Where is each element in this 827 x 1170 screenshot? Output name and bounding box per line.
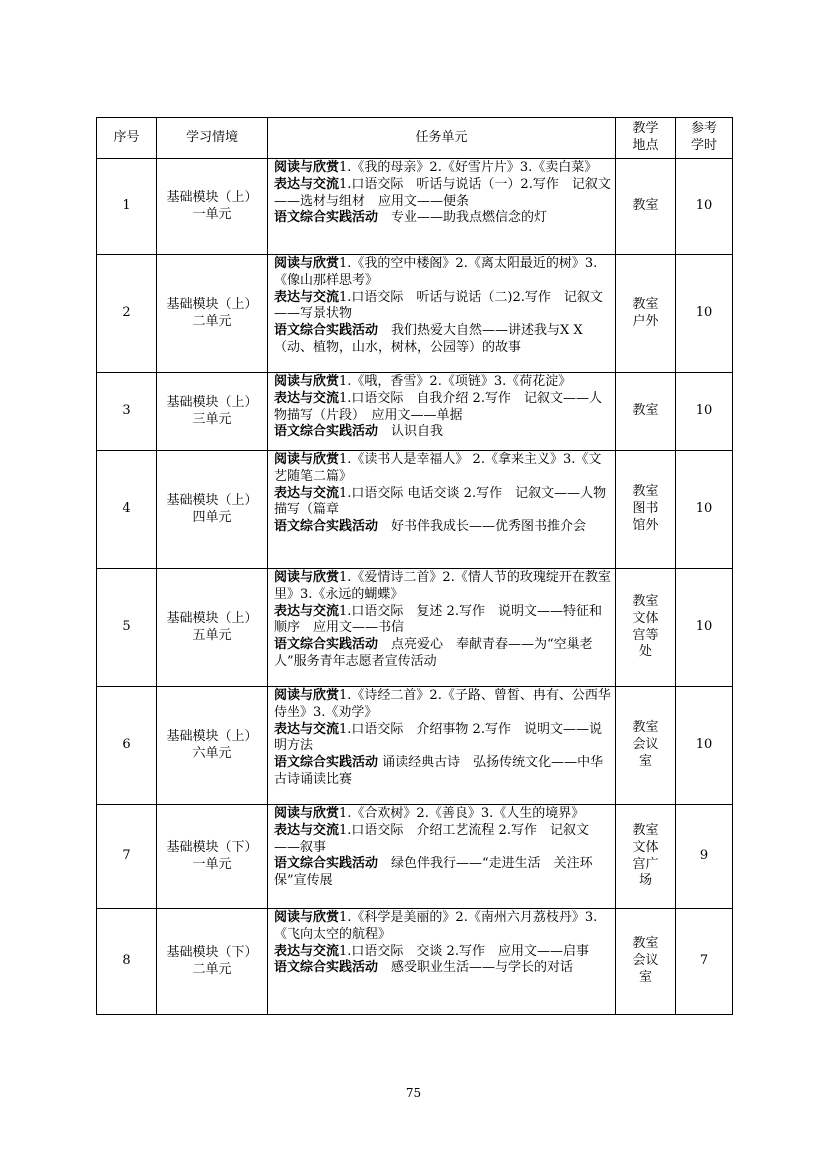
task-line — [274, 944, 612, 961]
task-line-label: 阅读与欣赏 — [274, 806, 340, 821]
task-line-text: 感受职业生活——与学长的对话 — [378, 960, 574, 976]
row-task-unit — [268, 805, 616, 909]
context-line: 基础模块（上） — [166, 728, 258, 744]
row-index: 2 — [97, 255, 157, 373]
task-line — [274, 519, 612, 536]
row-task-unit — [268, 159, 616, 255]
task-line — [274, 604, 612, 638]
task-line-label: 表达与交流 — [274, 822, 340, 838]
row-hours: 10 — [676, 451, 733, 569]
task-line-text: 1.口语交际 交谈 2.写作 应用文——启事 — [339, 943, 589, 959]
place-line: 教室 — [632, 296, 659, 312]
header-place — [616, 118, 676, 159]
place-line: 室 — [638, 969, 652, 985]
place-line: 会议 — [632, 737, 659, 753]
place-line: 场 — [638, 873, 652, 889]
place-line: 室 — [638, 753, 652, 769]
row-hours: 10 — [676, 255, 733, 373]
header-task: 任务单元 — [268, 118, 616, 159]
task-line-text: 1.口语交际 电话交谈 2.写作 记叙文——人物描写（篇章 — [274, 485, 607, 518]
place-line: 户外 — [632, 313, 659, 329]
header-hours — [676, 118, 733, 159]
task-line-label: 阅读与欣赏 — [274, 374, 340, 389]
task-line-text: 1.《合欢树》2.《善良》3.《人生的境界》 — [339, 806, 585, 821]
task-line — [274, 256, 612, 290]
row-place — [616, 373, 676, 451]
row-context — [157, 159, 268, 255]
task-line-label: 语文综合实践活动 — [274, 210, 379, 226]
task-line-label: 阅读与欣赏 — [274, 688, 340, 703]
curriculum-table-wrapper — [96, 117, 732, 1015]
place-line: 会议 — [632, 953, 659, 969]
task-line — [274, 177, 612, 211]
context-line: 基础模块（上） — [166, 610, 258, 626]
row-hours: 9 — [676, 805, 733, 909]
task-line-text: 1.《读书人是幸福人》 2.《拿来主义》3.《文艺随笔二篇》 — [274, 452, 602, 484]
task-line-label: 阅读与欣赏 — [274, 570, 340, 585]
task-line — [274, 452, 612, 486]
task-line — [274, 755, 612, 789]
row-index: 5 — [97, 569, 157, 687]
task-line-text: 1.《我的母亲》2.《好雪片片》3.《卖白菜》 — [339, 160, 598, 175]
place-line: 教室 — [632, 593, 659, 609]
header-hours-line: 参考 — [690, 121, 717, 137]
row-context — [157, 909, 268, 1015]
place-line: 教室 — [632, 720, 659, 736]
row-index: 1 — [97, 159, 157, 255]
header-row — [97, 118, 733, 159]
task-line-label: 表达与交流 — [274, 943, 340, 959]
task-line-text: 好书伴我成长——优秀图书推介会 — [378, 519, 587, 535]
context-line: 基础模块（下） — [166, 839, 258, 855]
task-line-text: 1.《我的空中楼阁》2.《离太阳最近的树》3.《像山那样思考》 — [274, 256, 598, 288]
task-line — [274, 160, 612, 177]
context-line: 一单元 — [192, 856, 232, 872]
task-line-text: 1.《哦，香雪》2.《项链》3.《荷花淀》 — [339, 374, 572, 389]
header-hours-line: 学时 — [690, 138, 717, 153]
row-index: 4 — [97, 451, 157, 569]
task-line-label: 表达与交流 — [274, 289, 340, 305]
row-hours: 7 — [676, 909, 733, 1015]
row-task-unit — [268, 909, 616, 1015]
context-line: 五单元 — [192, 627, 232, 643]
task-line-label: 阅读与欣赏 — [274, 910, 340, 925]
row-context — [157, 255, 268, 373]
task-line-label: 阅读与欣赏 — [274, 452, 340, 467]
context-line: 二单元 — [192, 961, 232, 977]
task-line-label: 语文综合实践活动 — [274, 519, 379, 535]
context-line: 基础模块（上） — [166, 296, 258, 312]
task-line — [274, 960, 612, 977]
header-index: 序号 — [97, 118, 157, 159]
task-line — [274, 637, 612, 671]
row-place — [616, 687, 676, 805]
task-line-label: 语文综合实践活动 — [274, 755, 379, 771]
table-row — [97, 569, 733, 687]
task-line-text: 1.口语交际 介绍工艺流程 2.写作 记叙文——叙事 — [274, 822, 589, 855]
context-line: 二单元 — [192, 313, 232, 329]
row-place — [616, 569, 676, 687]
task-line-text: 1.口语交际 介绍事物 2.写作 说明文——说明方法 — [274, 721, 602, 754]
task-line-label: 表达与交流 — [274, 485, 340, 501]
row-index: 6 — [97, 687, 157, 805]
context-line: 基础模块（上） — [166, 492, 258, 508]
context-line: 四单元 — [192, 509, 232, 525]
row-index: 7 — [97, 805, 157, 909]
curriculum-table — [96, 117, 733, 1015]
task-line — [274, 290, 612, 324]
place-line: 宫广 — [632, 856, 659, 872]
table-row — [97, 373, 733, 451]
task-line-label: 语文综合实践活动 — [274, 856, 379, 872]
table-row — [97, 451, 733, 569]
task-line — [274, 910, 612, 944]
table-row — [97, 805, 733, 909]
row-hours: 10 — [676, 569, 733, 687]
task-line-text: 1.口语交际 听话与说话（一）2.写作 记叙文——选材与组材 应用文——便条 — [274, 176, 611, 209]
task-line-text: 1.《爱情诗二首》2.《情人节的玫瑰绽开在教室里》3.《永远的蝴蝶》 — [274, 570, 611, 602]
place-line: 处 — [638, 644, 652, 660]
row-context — [157, 687, 268, 805]
row-context — [157, 569, 268, 687]
place-line: 文体 — [632, 839, 659, 855]
place-line: 图书 — [632, 501, 659, 517]
row-index: 8 — [97, 909, 157, 1015]
task-line — [274, 823, 612, 857]
row-hours: 10 — [676, 159, 733, 255]
task-line-label: 语文综合实践活动 — [274, 637, 379, 653]
header-place-line: 教学 — [632, 121, 659, 137]
context-line: 一单元 — [192, 206, 232, 222]
task-line-text: 1.口语交际 自我介绍 2.写作 记叙文——人物描写（片段） 应用文——单据 — [274, 390, 602, 423]
task-line — [274, 424, 612, 441]
row-task-unit — [268, 255, 616, 373]
task-line-text: 认识自我 — [378, 424, 444, 440]
row-place — [616, 159, 676, 255]
place-line: 教室 — [632, 484, 659, 500]
task-line — [274, 806, 612, 823]
place-line: 教室 — [632, 198, 659, 214]
task-line-text: 1.口语交际 听话与说话（二)2.写作 记叙文——写景状物 — [274, 289, 603, 322]
row-hours: 10 — [676, 687, 733, 805]
task-line — [274, 856, 612, 890]
row-task-unit — [268, 451, 616, 569]
task-line-label: 表达与交流 — [274, 721, 340, 737]
table-body — [97, 159, 733, 1015]
task-line — [274, 374, 612, 391]
task-line-label: 表达与交流 — [274, 390, 340, 406]
task-line-label: 阅读与欣赏 — [274, 256, 340, 271]
place-line: 教室 — [632, 822, 659, 838]
task-line — [274, 486, 612, 520]
row-context — [157, 373, 268, 451]
task-line — [274, 688, 612, 722]
header-place-line: 地点 — [632, 138, 659, 153]
task-line-text: 我们热爱大自然——讲述我与X X（动、植物，山水，树林，公园等）的故事 — [274, 323, 583, 355]
context-line: 基础模块（下） — [166, 944, 258, 960]
context-line: 三单元 — [192, 411, 232, 427]
task-line — [274, 391, 612, 425]
task-line — [274, 210, 612, 227]
task-line-text: 绿色伴我行——“走进生活 关注环保”宣传展 — [274, 856, 593, 889]
table-row — [97, 687, 733, 805]
task-line — [274, 570, 612, 604]
row-hours: 10 — [676, 373, 733, 451]
place-line: 馆外 — [632, 517, 659, 533]
context-line: 基础模块（上） — [166, 189, 258, 205]
header-context: 学习情境 — [157, 118, 268, 159]
page-number: 75 — [405, 1086, 422, 1100]
place-line: 文体 — [632, 610, 659, 626]
row-context — [157, 451, 268, 569]
table-row — [97, 255, 733, 373]
row-place — [616, 451, 676, 569]
task-line — [274, 722, 612, 756]
task-line-label: 语文综合实践活动 — [274, 323, 379, 339]
task-line-label: 语文综合实践活动 — [274, 960, 379, 976]
place-line: 宫等 — [632, 627, 659, 643]
row-place — [616, 909, 676, 1015]
table-row — [97, 909, 733, 1015]
task-line-label: 语文综合实践活动 — [274, 424, 379, 440]
task-line-label: 表达与交流 — [274, 603, 340, 619]
task-line-text: 专业——助我点燃信念的灯 — [378, 210, 548, 226]
task-line-label: 表达与交流 — [274, 176, 340, 192]
row-place — [616, 255, 676, 373]
task-line-text: 诵读经典古诗 弘扬传统文化——中华古诗诵读比赛 — [274, 755, 604, 787]
row-index: 3 — [97, 373, 157, 451]
row-context — [157, 805, 268, 909]
table-row — [97, 159, 733, 255]
task-line-text: 1.口语交际 复述 2.写作 说明文——特征和顺序 应用文——书信 — [274, 603, 602, 636]
row-task-unit — [268, 569, 616, 687]
context-line: 基础模块（上） — [166, 394, 258, 410]
context-line: 六单元 — [192, 745, 232, 761]
task-line — [274, 323, 612, 357]
task-line-text: 1.《诗经二首》2.《子路、曾皙、冉有、公西华侍坐》3.《劝学》 — [274, 688, 611, 720]
task-line-text: 点亮爱心 奉献青春——为“空巢老人”服务青年志愿者宣传活动 — [274, 637, 593, 669]
row-task-unit — [268, 373, 616, 451]
row-task-unit — [268, 687, 616, 805]
task-line-label: 阅读与欣赏 — [274, 160, 340, 175]
row-place — [616, 805, 676, 909]
task-line-text: 1.《科学是美丽的》2.《南州六月荔枝丹》3.《飞向太空的航程》 — [274, 910, 598, 942]
place-line: 教室 — [632, 936, 659, 952]
place-line: 教室 — [632, 403, 659, 419]
